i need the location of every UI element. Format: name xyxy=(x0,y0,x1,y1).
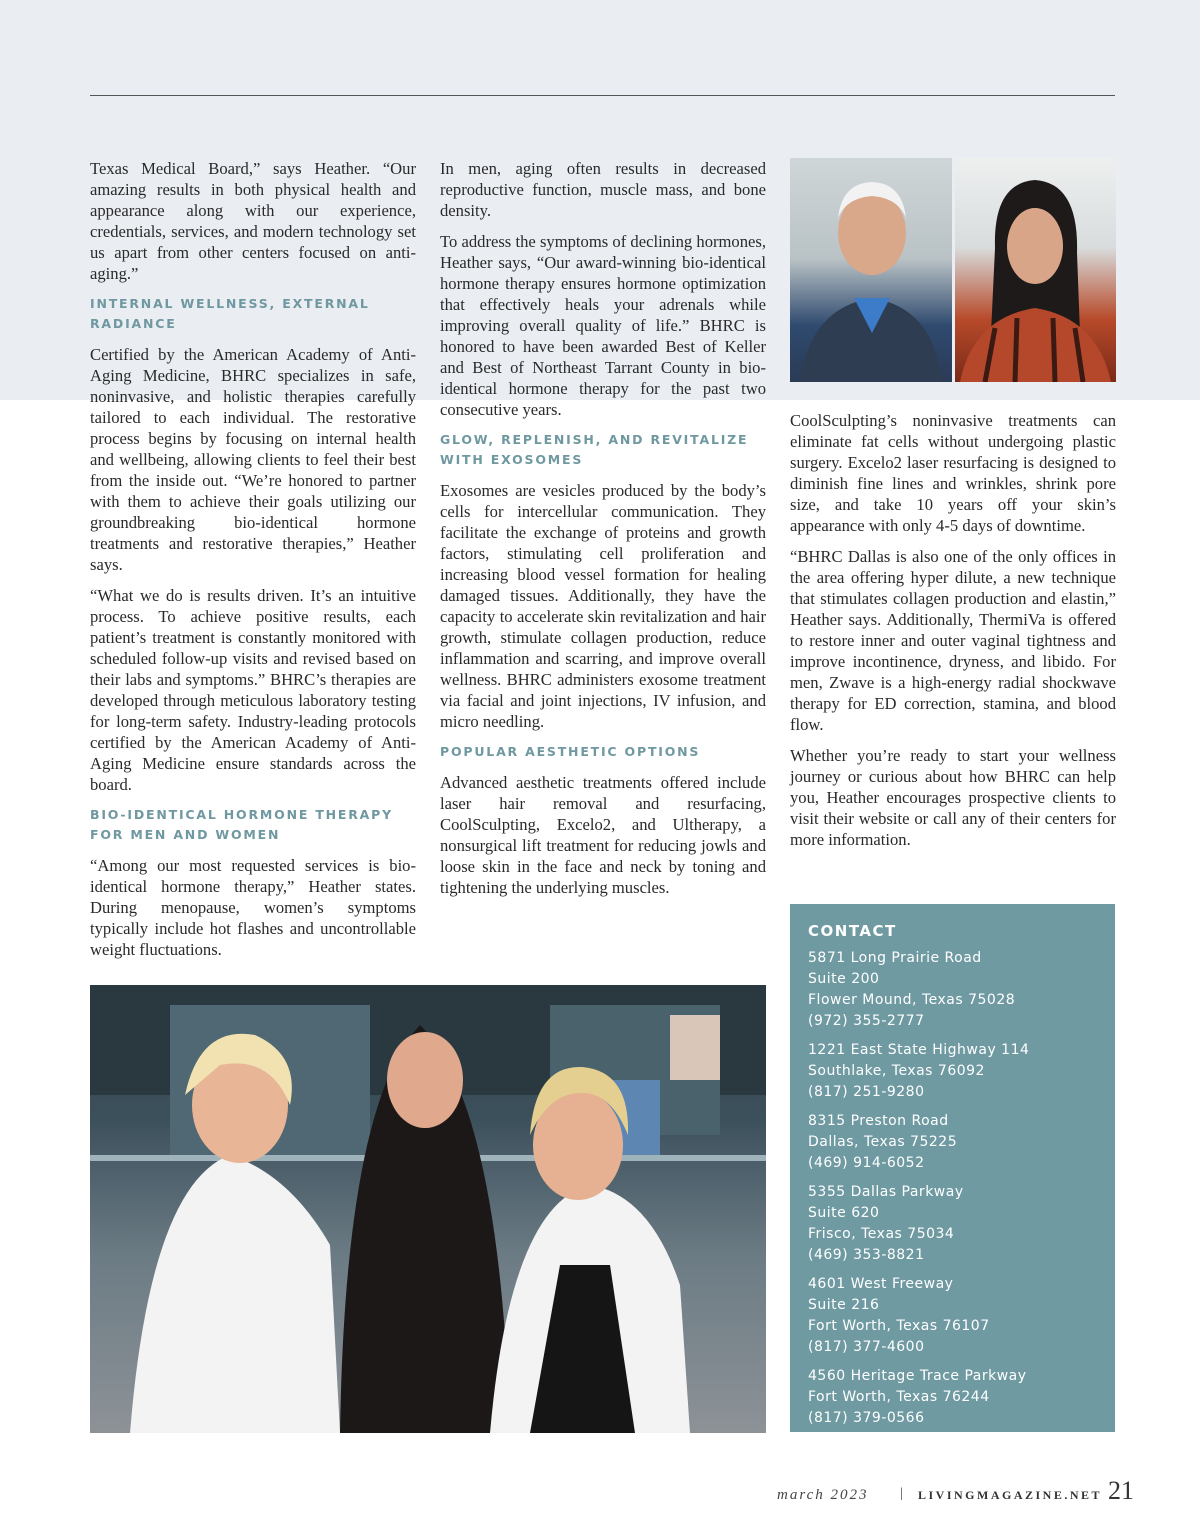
group-illustration xyxy=(90,985,766,1433)
address-line: Suite 200 xyxy=(808,971,880,987)
paragraph: Exosomes are vesicles produced by the body’s cells for intercellular communication. They facilitate the exchange of proteins and growth factors, stimulating cell proliferation and increasing blood vessel formation for healing damaged tissues. Additionally, they have the capacity to accelerate skin revitalization and hair growth, stimulate collagen production, reduce inflammation and scarring, and improve overall wellness. BHRC administers exosome treatment via facial and joint injections, IV infusion, and micro needling. xyxy=(440,481,766,731)
address-line: Southlake, Texas 76092 xyxy=(808,1063,985,1079)
phone-number: (972) 355-2777 xyxy=(808,1013,925,1029)
address-line: 5355 Dallas Parkway xyxy=(808,1184,964,1200)
footer-separator: | xyxy=(900,1486,903,1501)
phone-number: (469) 914-6052 xyxy=(808,1155,925,1171)
page-number: 21 xyxy=(1108,1476,1134,1505)
column-2 xyxy=(440,158,766,908)
location-entry xyxy=(808,1182,1097,1266)
subheading: POPULAR AESTHETIC OPTIONS xyxy=(440,744,701,759)
website-link[interactable]: LIVINGMAGAZINE.NET xyxy=(918,1488,1103,1502)
portrait-photo-man xyxy=(790,158,952,382)
address-line: Fort Worth, Texas 76244 xyxy=(808,1389,990,1405)
address-line: Suite 216 xyxy=(808,1297,880,1313)
subheading: INTERNAL WELLNESS, EXTERNAL RADIANCE xyxy=(90,296,370,331)
location-entry xyxy=(808,1366,1097,1429)
paragraph: “BHRC Dallas is also one of the only offices in the area offering hyper dilute, a new technique that stimulates collagen production and elastin,” Heather says. Additionally, ThermiVa is offered to restore inner and outer vaginal tightness and improve incontinence, dryness, and libido. For men, Zwave is a high-energy radial shockwave therapy for ED correction, stamina, and blood flow. xyxy=(790,547,1116,734)
phone-number: (469) 353-8821 xyxy=(808,1247,925,1263)
column-1 xyxy=(90,158,416,970)
address-line: 5871 Long Prairie Road xyxy=(808,950,982,966)
location-entry xyxy=(808,948,1097,1032)
address-line: 1221 East State Highway 114 xyxy=(808,1042,1030,1058)
address-line: Fort Worth, Texas 76107 xyxy=(808,1318,990,1334)
address-line: 4601 West Freeway xyxy=(808,1276,954,1292)
address-line: 8315 Preston Road xyxy=(808,1113,949,1129)
location-entry xyxy=(808,1111,1097,1174)
portrait-photo-woman xyxy=(955,158,1116,382)
paragraph: “What we do is results driven. It’s an intuitive process. To achieve positive results, each patient’s treatment is constantly monitored with scheduled follow-up visits and revised based on their labs and symptoms.” BHRC’s therapies are developed through meticulous laboratory testing for long-term safety. Industry-leading protocols certified by the American Academy of Anti-Aging Medicine ensure standards across the board. xyxy=(90,586,416,794)
address-line: Suite 620 xyxy=(808,1205,880,1221)
address-line: 4560 Heritage Trace Parkway xyxy=(808,1368,1027,1384)
issue-date: march 2023 xyxy=(777,1487,869,1503)
paragraph: Advanced aesthetic treatments offered include laser hair removal and resurfacing, CoolSculpting, Excelo2, and Ultherapy, a nonsurgical lift treatment for reducing jowls and loose skin in the face and neck by toning and tightening the underlying muscles. xyxy=(440,773,766,897)
contact-box xyxy=(790,904,1115,1432)
paragraph: In men, aging often results in decreased reproductive function, muscle mass, and bone density. xyxy=(440,159,766,220)
contact-title: CONTACT xyxy=(808,922,897,940)
location-entry xyxy=(808,1274,1097,1358)
top-rule xyxy=(90,95,1115,96)
subheading: BIO-IDENTICAL HORMONE THERAPY FOR MEN AND WOMEN xyxy=(90,807,393,842)
column-3 xyxy=(790,410,1116,860)
paragraph: Texas Medical Board,” says Heather. “Our amazing results in both physical health and appearance along with our experience, credentials, services, and modern technology set us apart from other centers focused on anti-aging.” xyxy=(90,159,416,283)
subheading: GLOW, REPLENISH, AND REVITALIZE WITH EXOSOMES xyxy=(440,432,749,467)
phone-number: (817) 251-9280 xyxy=(808,1084,925,1100)
location-entry xyxy=(808,1040,1097,1103)
address-line: Frisco, Texas 75034 xyxy=(808,1226,955,1242)
portrait-illustration xyxy=(790,158,952,382)
paragraph: To address the symptoms of declining hormones, Heather says, “Our award-winning bio-identical hormone therapy ensures hormone optimization that effectively heals your adrenals while improving overall quality of life.” BHRC is honored to have been awarded Best of Keller and Best of Northeast Tarrant County in bio-identical hormone therapy for the past two consecutive years. xyxy=(440,232,766,419)
address-line: Flower Mound, Texas 75028 xyxy=(808,992,1016,1008)
portrait-illustration xyxy=(955,158,1116,382)
paragraph: CoolSculpting’s noninvasive treatments can eliminate fat cells without undergoing plastic surgery. Excelo2 laser resurfacing is designed to diminish fine lines and wrinkles, shrink pore size, and take 10 years off your skin’s appearance with only 4-5 days of downtime. xyxy=(790,411,1116,535)
paragraph: Whether you’re ready to start your wellness journey or curious about how BHRC can help you, Heather encourages prospective clients to visit their website or call any of their centers for more information. xyxy=(790,746,1116,849)
paragraph: “Among our most requested services is bio-identical hormone therapy,” Heather states. During menopause, women’s symptoms typically include hot flashes and uncontrollable weight fluctuations. xyxy=(90,856,416,959)
paragraph: Certified by the American Academy of Anti-Aging Medicine, BHRC specializes in safe, noninvasive, and holistic therapies carefully tailored to each individual. The restorative process begins by focusing on internal health and wellbeing, allowing clients to feel their best from the inside out. “We’re honored to partner with them to achieve their goals utilizing our groundbreaking bio-identical hormone treatments and restorative therapies,” Heather says. xyxy=(90,345,416,574)
phone-number: (817) 377-4600 xyxy=(808,1339,925,1355)
group-photo xyxy=(90,985,766,1433)
address-line: Dallas, Texas 75225 xyxy=(808,1134,958,1150)
phone-number: (817) 379-0566 xyxy=(808,1410,925,1426)
